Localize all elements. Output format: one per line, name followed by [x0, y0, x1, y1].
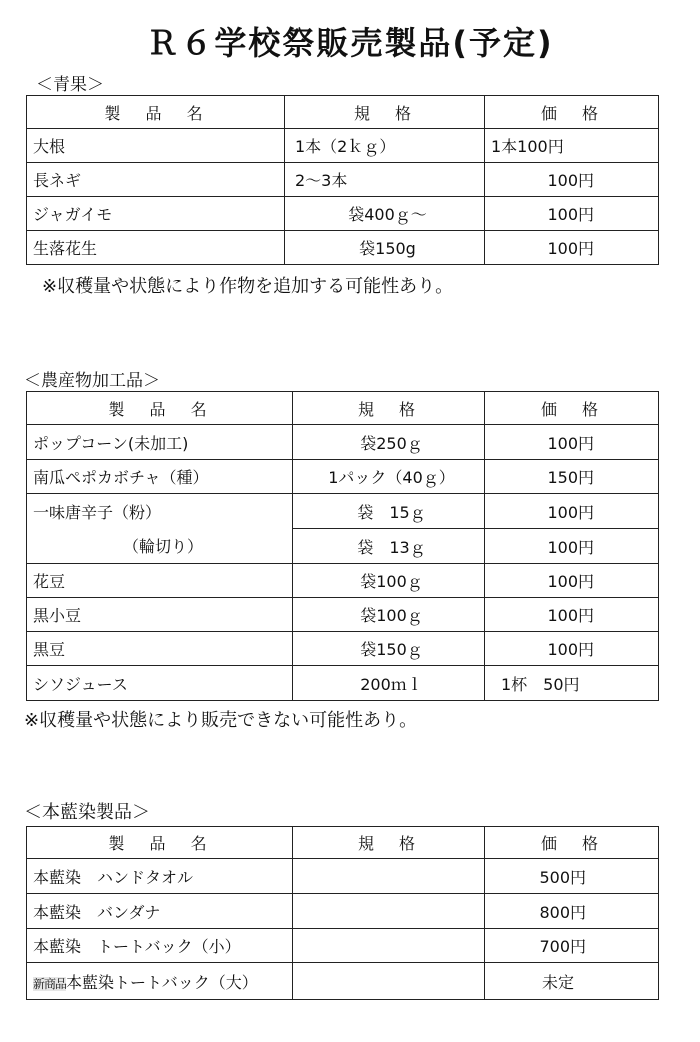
- table-row: [27, 460, 659, 494]
- product-name: 黒豆: [27, 632, 293, 666]
- table-row: [27, 963, 659, 1000]
- product-name: 本藍染 トートバック（小）: [27, 929, 293, 963]
- product-price: 100円: [485, 425, 659, 460]
- product-price: 1杯 50円: [485, 666, 659, 701]
- product-spec: 200ｍｌ: [293, 666, 485, 701]
- product-name: 大根: [27, 129, 285, 163]
- product-price: 未定: [485, 963, 659, 1000]
- table-row: [27, 598, 659, 632]
- product-spec: [293, 963, 485, 1000]
- product-name: ポップコーン(未加工): [27, 425, 293, 460]
- product-name: 本藍染 ハンドタオル: [27, 859, 293, 894]
- page-title: Ｒ６学校祭販売製品(予定): [146, 24, 554, 62]
- table-row: [27, 231, 659, 265]
- product-price: 150円: [485, 460, 659, 494]
- product-spec: [293, 929, 485, 963]
- product-price: 1本100円: [485, 129, 659, 163]
- product-price: 700円: [485, 929, 659, 963]
- product-name: 一味唐辛子（粉）: [27, 494, 293, 529]
- table-row: [27, 163, 659, 197]
- table-row: [27, 129, 659, 163]
- product-price: 100円: [485, 231, 659, 265]
- table-row: [27, 929, 659, 963]
- product-name: （輪切り）: [27, 529, 293, 564]
- product-name: 花豆: [27, 564, 293, 598]
- section-label-indigo: ＜本藍染製品＞: [24, 802, 150, 823]
- table-header-row: [27, 827, 659, 859]
- indigo-table: [26, 826, 659, 1000]
- table-row: [27, 197, 659, 231]
- product-spec: 1パック（40ｇ）: [293, 460, 485, 494]
- product-price: 800円: [485, 894, 659, 929]
- header-price: 価 格: [485, 827, 659, 859]
- header-spec: 規 格: [293, 392, 485, 425]
- product-price: 100円: [485, 494, 659, 529]
- product-spec: 袋150ｇ: [293, 632, 485, 666]
- processed-table: [26, 391, 659, 701]
- product-name: ジャガイモ: [27, 197, 285, 231]
- product-spec: [293, 859, 485, 894]
- table-row: [27, 666, 659, 701]
- product-spec: 1本（2ｋｇ）: [285, 129, 485, 163]
- table-header-row: [27, 96, 659, 129]
- vegetables-note: ※収穫量や状態により作物を追加する可能性あり。: [42, 276, 454, 297]
- header-name: 製 品 名: [27, 392, 293, 425]
- product-price: 100円: [485, 197, 659, 231]
- table-row: [27, 494, 659, 529]
- table-row: [27, 564, 659, 598]
- new-product-badge: 新商品: [33, 976, 67, 991]
- header-price: 価 格: [485, 392, 659, 425]
- table-row: [27, 859, 659, 894]
- product-name: 南瓜ペポカボチャ（種）: [27, 460, 293, 494]
- processed-note: ※収穫量や状態により販売できない可能性あり。: [24, 710, 418, 731]
- product-name: 本藍染トートバック（大）: [66, 972, 258, 992]
- product-price: 500円: [485, 859, 659, 894]
- product-price: 100円: [485, 529, 659, 564]
- product-price: 100円: [485, 163, 659, 197]
- product-spec: [293, 894, 485, 929]
- table-row: [27, 425, 659, 460]
- table-header-row: [27, 392, 659, 425]
- product-spec: 袋150g: [285, 231, 485, 265]
- header-name: 製 品 名: [27, 827, 293, 859]
- product-name: シソジュース: [27, 666, 293, 701]
- table-row: [27, 894, 659, 929]
- header-name: 製 品 名: [27, 96, 285, 129]
- product-price: 100円: [485, 564, 659, 598]
- table-row: [27, 529, 659, 564]
- section-label-vegetables: ＜青果＞: [36, 75, 104, 95]
- product-spec: 2～3本: [285, 163, 485, 197]
- product-spec: 袋100ｇ: [293, 564, 485, 598]
- product-spec: 袋400ｇ～: [285, 197, 485, 231]
- header-price: 価 格: [485, 96, 659, 129]
- table-row: [27, 632, 659, 666]
- product-price: 100円: [485, 598, 659, 632]
- product-price: 100円: [485, 632, 659, 666]
- header-spec: 規 格: [285, 96, 485, 129]
- product-name: 黒小豆: [27, 598, 293, 632]
- product-spec: 袋250ｇ: [293, 425, 485, 460]
- product-spec: 袋 15ｇ: [293, 494, 485, 529]
- product-name-cell: [27, 963, 293, 1000]
- vegetables-table: [26, 95, 659, 265]
- header-spec: 規 格: [293, 827, 485, 859]
- product-spec: 袋100ｇ: [293, 598, 485, 632]
- product-spec: 袋 13ｇ: [293, 529, 485, 564]
- product-name: 長ネギ: [27, 163, 285, 197]
- product-name: 生落花生: [27, 231, 285, 265]
- product-name: 本藍染 バンダナ: [27, 894, 293, 929]
- section-label-processed: ＜農産物加工品＞: [24, 371, 160, 391]
